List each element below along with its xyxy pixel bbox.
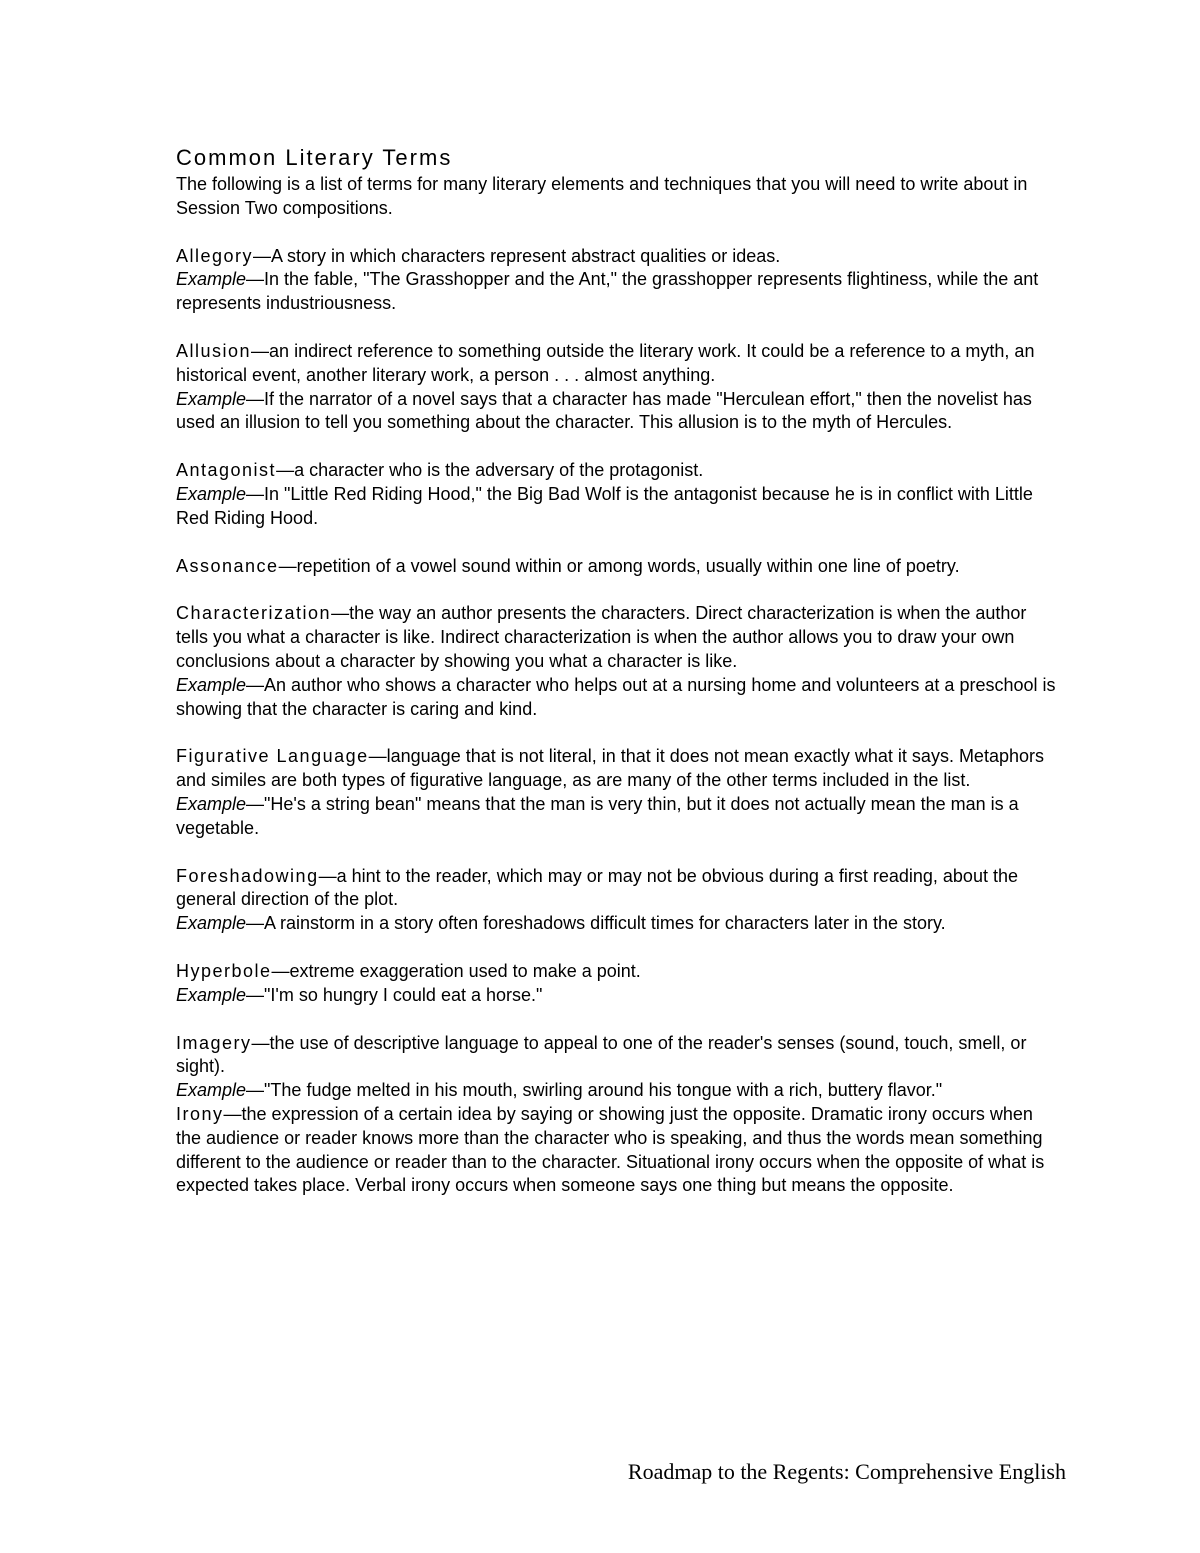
example-label: Example [176,913,247,934]
page-title: Common Literary Terms [176,145,453,170]
definition-text: —extreme exaggeration used to make a point. [271,960,641,981]
term-name: Hyperbole [176,960,272,981]
term-name: Characterization [176,603,332,624]
example-text: —If the narrator of a novel says that a character has made "Herculean effort," then the novelist has used an illusion to tell you something about the character. This allusion is to the myth of Hercules. [176,388,1032,433]
term-entry-allegory [176,245,1056,316]
term-definition [176,1103,1056,1198]
term-definition [176,602,1056,673]
definition-text: —a character who is the adversary of the protagonist. [276,460,704,481]
definition-text: —the way an author presents the characters. Direct characterization is when the author tells you what a character is like. Indirect characterization is when the author allows you to draw your own conclusions about a character by showing you what a character is like. [176,603,1027,671]
term-name: Assonance [176,555,279,576]
example-text: —A rainstorm in a story often foreshadows difficult times for characters later in the story. [246,913,946,934]
term-name: Antagonist [176,460,277,481]
term-name: Imagery [176,1032,252,1053]
example-label: Example [176,388,247,409]
definition-text: —an indirect reference to something outside the literary work. It could be a reference to a myth, an historical event, another literary work, a person . . . almost anything. [176,340,1035,385]
example-text: —In the fable, "The Grasshopper and the Ant," the grasshopper represents flightiness, while the ant represents industriousness. [176,269,1039,314]
term-definition [176,865,1056,913]
term-entry-antagonist [176,459,1056,530]
term-entry-assonance [176,555,1056,579]
term-example [176,674,1056,722]
definition-text: —repetition of a vowel sound within or among words, usually within one line of poetry. [278,555,960,576]
page-footer: Roadmap to the Regents: Comprehensive English [627,1459,1066,1484]
term-definition [176,745,1056,793]
term-example [176,912,1056,936]
term-name: Irony [176,1103,224,1124]
term-entry-imagery [176,1032,1056,1103]
definition-text: —language that is not literal, in that it does not mean exactly what it says. Metaphors and similes are both types of figurative language, as are many of the other terms included in the list. [176,746,1044,791]
example-text: —"I'm so hungry I could eat a horse." [246,984,543,1005]
term-definition [176,1032,1056,1080]
example-label: Example [176,793,247,814]
example-label: Example [176,269,247,290]
example-label: Example [176,1080,247,1101]
term-example [176,268,1056,316]
term-definition [176,245,1056,269]
example-label: Example [176,674,247,695]
term-definition [176,340,1056,388]
example-text: —An author who shows a character who helps out at a nursing home and volunteers at a preschool is showing that the character is caring and kind. [176,674,1056,719]
definition-text: —the use of descriptive language to appeal to one of the reader's senses (sound, touch, smell, or sight). [176,1032,1027,1077]
term-entry-irony [176,1103,1056,1198]
document-page [176,143,1056,1198]
term-example [176,483,1056,531]
example-text: —"The fudge melted in his mouth, swirling around his tongue with a rich, buttery flavor." [246,1080,943,1101]
term-example [176,1079,1056,1103]
term-definition [176,555,1056,579]
term-name: Foreshadowing [176,865,319,886]
term-example [176,793,1056,841]
term-entry-characterization [176,602,1056,721]
example-text: —"He's a string bean" means that the man is very thin, but it does not actually mean the man is a vegetable. [176,793,1019,838]
term-example [176,388,1056,436]
definition-text: —a hint to the reader, which may or may not be obvious during a first reading, about the general direction of the plot. [176,865,1018,910]
example-text: —In "Little Red Riding Hood," the Big Bad Wolf is the antagonist because he is in conflict with Little Red Riding Hood. [176,483,1033,528]
term-definition [176,960,1056,984]
intro-paragraph: The following is a list of terms for many literary elements and techniques that you will need to write about in Session Two compositions. [176,174,1028,218]
term-entry-allusion [176,340,1056,435]
example-label: Example [176,483,247,504]
term-name: Allusion [176,340,252,361]
term-entry-foreshadowing [176,865,1056,936]
term-example [176,984,1056,1008]
definition-text: —the expression of a certain idea by saying or showing just the opposite. Dramatic irony occurs when the audience or reader knows more than the character who is speaking, and thus the words mean something different to the audience or reader than to the character. Situational irony occurs when the opposite of what is expected takes place. Verbal irony occurs when someone says one thing but means the opposite. [176,1103,1045,1196]
example-label: Example [176,984,247,1005]
term-name: Figurative Language [176,746,369,767]
term-definition [176,459,1056,483]
term-entry-figurative-language [176,745,1056,840]
term-name: Allegory [176,245,254,266]
term-entry-hyperbole [176,960,1056,1008]
definition-text: —A story in which characters represent abstract qualities or ideas. [253,245,781,266]
